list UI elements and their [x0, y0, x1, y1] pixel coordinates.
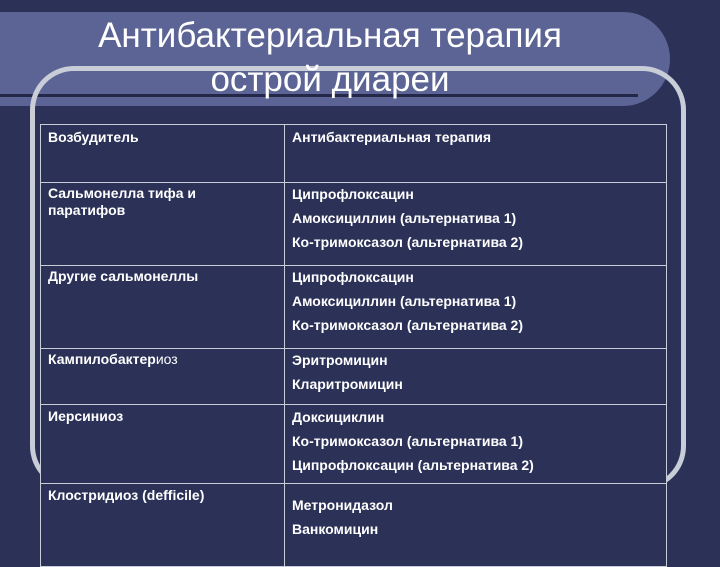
- pathogen-cell: [41, 405, 285, 484]
- pathogen-name-line-1: Сальмонелла тифа и: [48, 185, 196, 201]
- pathogen-name-line-2: паратифов: [48, 202, 126, 218]
- pathogen-name-bold: Кампилобактер: [48, 351, 156, 367]
- pathogen-name: Клостридиоз (defficile): [48, 487, 205, 503]
- table-row: [41, 183, 667, 266]
- drug-name: Ко-тримоксазол (альтернатива 2): [292, 317, 523, 333]
- therapy-cell: [285, 484, 667, 567]
- therapy-cell: [285, 183, 667, 266]
- pathogen-name: Другие сальмонеллы: [48, 268, 199, 284]
- pathogen-cell: [41, 349, 285, 405]
- therapy-table: [40, 124, 667, 567]
- header-therapy: Антибактериальная терапия: [285, 125, 667, 183]
- pathogen-name: [48, 351, 278, 368]
- therapy-cell: [285, 266, 667, 349]
- table-row: [41, 266, 667, 349]
- pathogen-cell: [41, 266, 285, 349]
- drug-name: Кларитромицин: [292, 376, 403, 392]
- drug-name: Ципрофлоксацин (альтернатива 2): [292, 457, 534, 473]
- table-row: [41, 484, 667, 567]
- pathogen-name-suffix: иоз: [155, 351, 178, 367]
- slide-title-line-2: острой диареи: [210, 60, 450, 99]
- pathogen-name: Иерсиниоз: [48, 408, 124, 424]
- drug-name: Ципрофлоксацин: [292, 269, 414, 285]
- table-row: [41, 405, 667, 484]
- table-header-row: [41, 125, 667, 183]
- drug-name: Доксициклин: [292, 409, 385, 425]
- drug-name: Метронидазол: [292, 497, 393, 513]
- therapy-cell: [285, 405, 667, 484]
- drug-name: Ко-тримоксазол (альтернатива 1): [292, 433, 523, 449]
- drug-name: Ципрофлоксацин: [292, 186, 414, 202]
- table-row: [41, 349, 667, 405]
- slide-title-line-1: Антибактериальная терапия: [98, 16, 562, 55]
- drug-name: Ко-тримоксазол (альтернатива 2): [292, 234, 523, 250]
- drug-name: Амоксициллин (альтернатива 1): [292, 293, 517, 309]
- slide-title: [0, 14, 660, 102]
- drug-name: Ванкомицин: [292, 521, 379, 537]
- drug-name: Эритромицин: [292, 352, 388, 368]
- pathogen-cell: [41, 484, 285, 567]
- pathogen-cell: [41, 183, 285, 266]
- header-pathogen: Возбудитель: [41, 125, 285, 183]
- therapy-cell: [285, 349, 667, 405]
- drug-name: Амоксициллин (альтернатива 1): [292, 210, 517, 226]
